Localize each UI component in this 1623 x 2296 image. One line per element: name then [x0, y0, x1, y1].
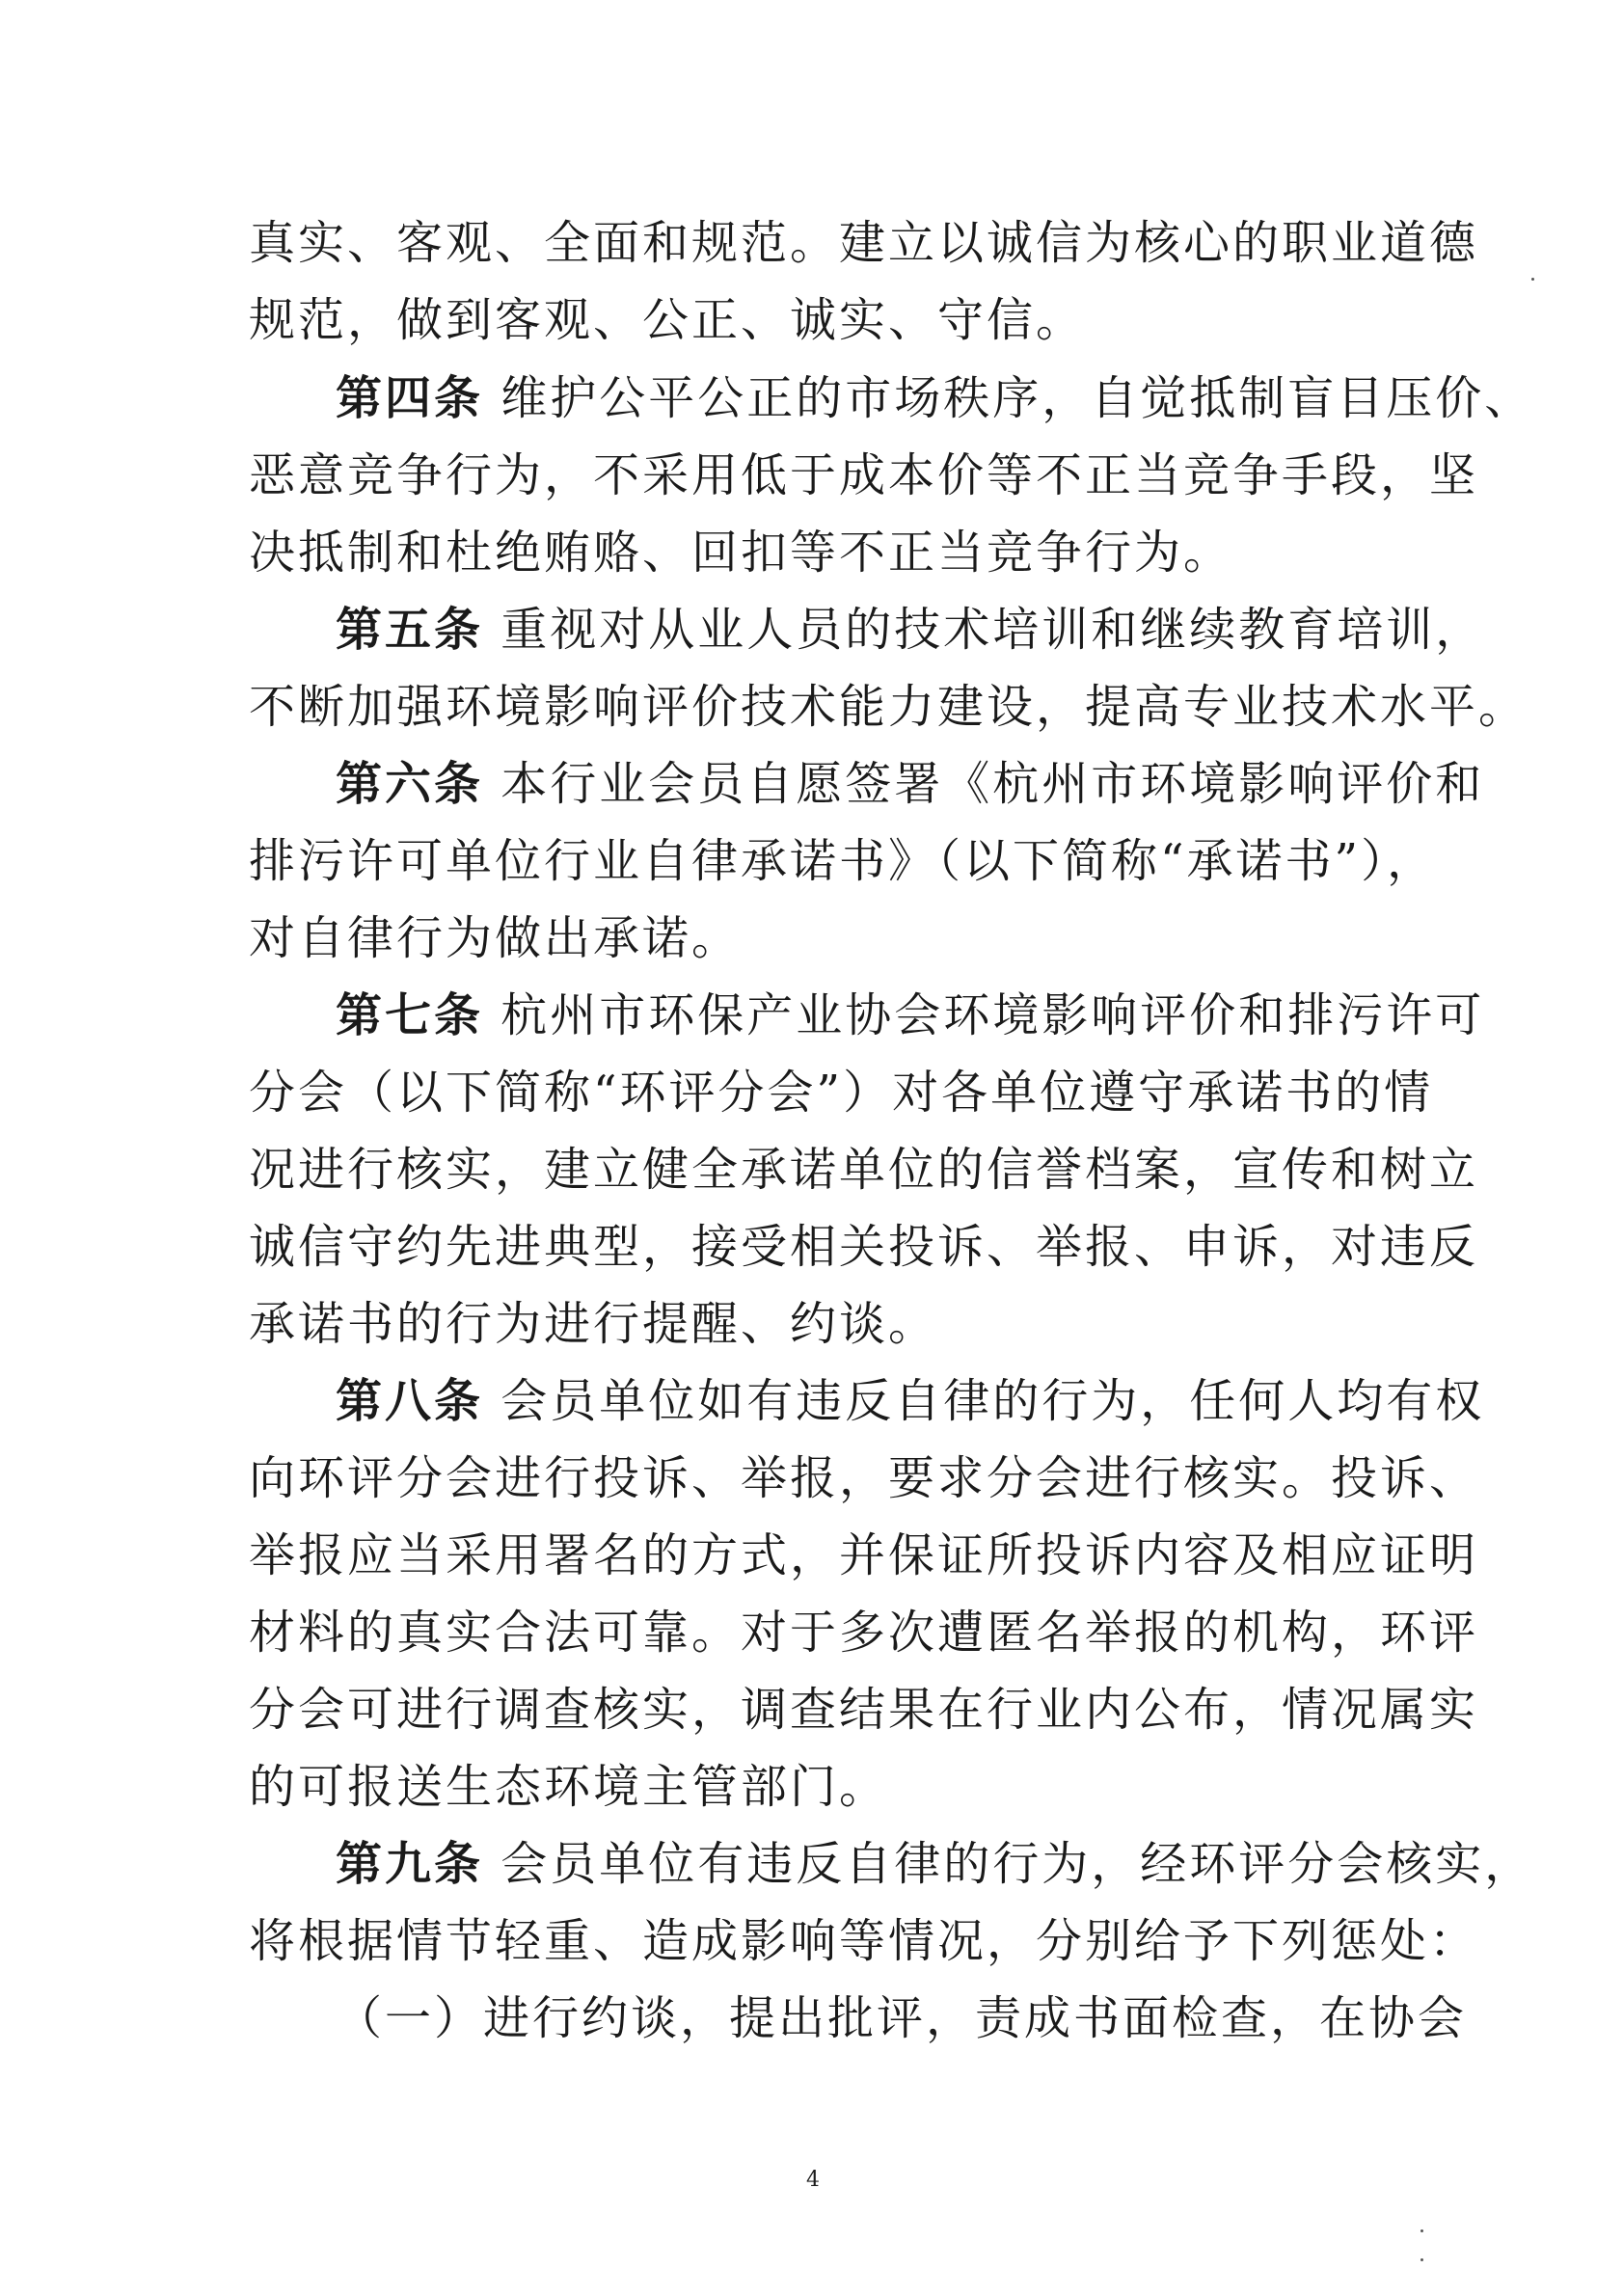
article-7	[336, 986, 1484, 1044]
article-8-text: 会员单位如有违反自律的行为，任何人均有权	[500, 1374, 1485, 1428]
page-number: 4	[806, 2168, 820, 2192]
article-7-heading: 第七条	[336, 988, 484, 1042]
text-line: 不断加强环境影响评价技术能力建设，提高专业技术水平。	[249, 680, 1528, 734]
article-6-heading: 第六条	[336, 757, 484, 811]
text-line: 决抵制和杜绝贿赂、回扣等不正当竞争行为。	[249, 526, 1233, 580]
article-5	[336, 601, 1484, 659]
text-line: 分会可进行调查核实，调查结果在行业内公布，情况属实	[249, 1683, 1479, 1737]
article-6-text: 本行业会员自愿签署《杭州市环境影响评价和	[500, 757, 1485, 811]
article-9-text: 会员单位有违反自律的行为，经环评分会核实，	[500, 1837, 1534, 1891]
article-4	[336, 369, 1533, 427]
text-line: 向环评分会进行投诉、举报，要求分会进行核实。投诉、	[249, 1451, 1479, 1505]
article-5-heading: 第五条	[336, 603, 484, 657]
text-line: 诚信守约先进典型，接受相关投诉、举报、申诉，对违反	[249, 1220, 1479, 1274]
text-line: 分会（以下简称“环评分会”）对各单位遵守承诺书的情	[249, 1066, 1434, 1120]
article-6	[336, 755, 1484, 813]
text-line: 排污许可单位行业自律承诺书》（以下简称“承诺书”），	[249, 834, 1437, 888]
text-line: 材料的真实合法可靠。对于多次遭匿名举报的机构，环评	[249, 1606, 1479, 1660]
text-line: 恶意竞争行为，不采用低于成本价等不正当竞争手段，坚	[249, 448, 1479, 502]
list-item-1: （一）进行约谈，提出批评，责成书面检查，在协会	[336, 1991, 1468, 2045]
scan-speck	[1420, 2229, 1423, 2232]
text-line: 的可报送生态环境主管部门。	[249, 1760, 889, 1814]
article-9	[336, 1835, 1533, 1893]
scan-speck	[1420, 2258, 1423, 2261]
text-line: 对自律行为做出承诺。	[249, 911, 742, 965]
article-7-text: 杭州市环保产业协会环境影响评价和排污许可	[500, 988, 1485, 1042]
text-line: 举报应当采用署名的方式，并保证所投诉内容及相应证明	[249, 1528, 1479, 1582]
text-line: 将根据情节轻重、造成影响等情况，分别给予下列惩处：	[249, 1914, 1479, 1968]
text-line: 承诺书的行为进行提醒、约谈。	[249, 1297, 938, 1351]
article-9-heading: 第九条	[336, 1837, 484, 1891]
article-8	[336, 1372, 1484, 1430]
text-line: 况进行核实，建立健全承诺单位的信誉档案，宣传和树立	[249, 1143, 1479, 1197]
article-4-text: 维护公平公正的市场秩序，自觉抵制盲目压价、	[500, 371, 1534, 425]
article-5-text: 重视对从业人员的技术培训和继续教育培训，	[500, 603, 1485, 657]
article-8-heading: 第八条	[336, 1374, 484, 1428]
article-4-heading: 第四条	[336, 371, 484, 425]
scan-speck	[1531, 278, 1534, 281]
text-line: 规范，做到客观、公正、诚实、守信。	[249, 293, 1086, 347]
text-line: 真实、客观、全面和规范。建立以诚信为核心的职业道德	[249, 216, 1479, 270]
